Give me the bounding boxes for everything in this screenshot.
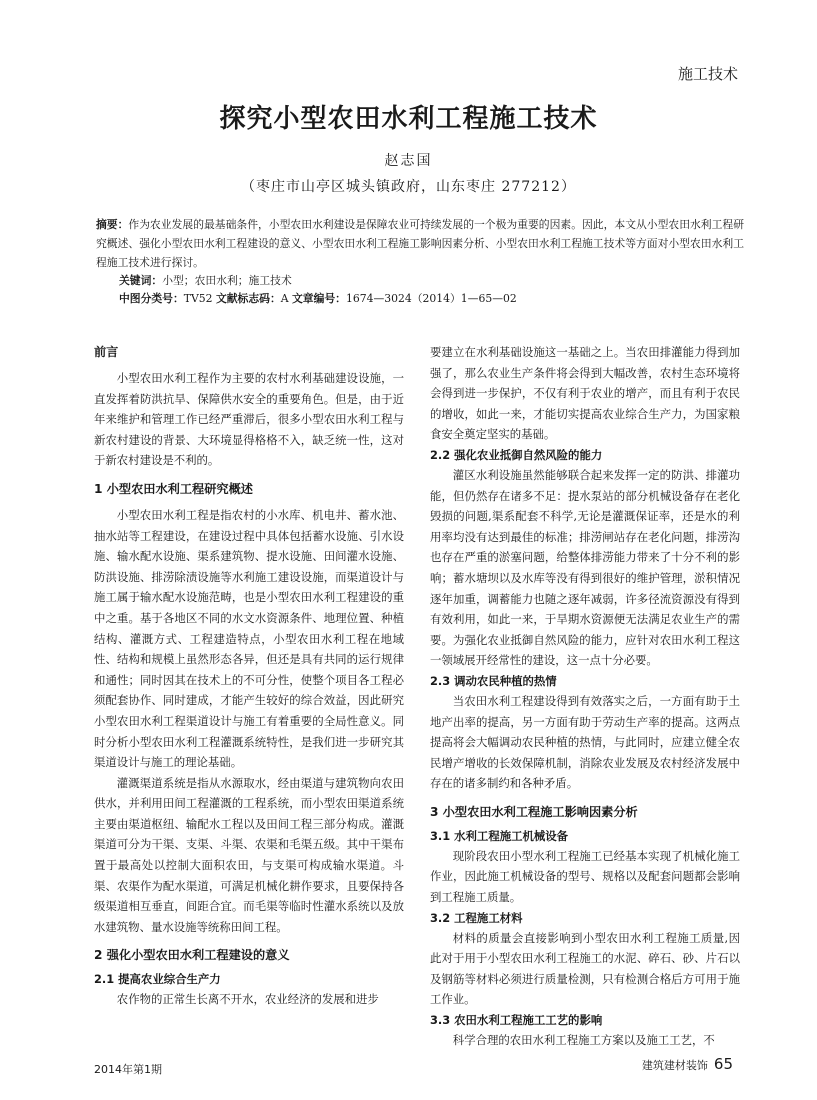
doc-code-value: A [280,292,289,305]
paragraph-1a: 小型农田水利工程是指农村的小水库、机电井、蓄水池、抽水站等工程建设，在建设过程中具体包括蓄水设施、引水设施、输水配水设施、渠系建筑物、提水设施、田间灌水设施、防洪设施、排涝除渍设施等水利施工建设设施，而渠道设计与施工属于输水配水设施范畴，也是小型农田水利工程建设的重中之重。基于各地区不同的水文水资源条件、地理位置、种植结构、灌溉方式、工程建造特点，小型农田水利工程在地域性、结构和规模上虽然形态各异，但还是具有共同的运行规律和通性；同时因其在技术上的不可分性，使整个项目各工程必须配套协作、同时建成，才能产生较好的综合效益，因此研究小型农田水利工程渠道设计与施工有着重要的全局性意义。同时分析小型农田水利工程灌溉系统特性，是我们进一步研究其渠道设计与施工的理论基础。 [94,507,404,770]
paragraph-2-1-continued: 要建立在水利基础设施这一基础之上。当农田排灌能力得到加强了，那么农业生产条件将会得到大幅改善，农村生态环境将会得到进一步保护，不仅有利于农业的增产，而且有利于农民的增收，如此一来，才能切实提高农业综合生产力，为国家粮食安全奠定坚实的基础。 [430,345,740,442]
paragraph-2-1: 农作物的正常生长离不开水，农业经济的发展和进步 [116,992,379,1007]
clc-value: TV52 [183,292,213,305]
doc-code-label: 文献标志码： [215,292,281,305]
left-column [94,342,404,1010]
heading-2-1: 2.1 提高农业综合生产力 [94,972,221,987]
heading-2-2: 2.2 强化农业抵御自然风险的能力 [430,447,603,462]
paragraph-2-3: 当农田水利工程建设得到有效落实之后，一方面有助于土地产出率的提高，另一方面有助于劳动生产率的提高。这两点提高将会大幅调动农民种植的热情，与此同时，应建立健全农民增产增收的长效保障机制，消除农业发展及农村经济发展中存在的诸多制约和各种矛盾。 [430,693,740,791]
abstract-label: 摘要： [96,218,129,231]
heading-3-3: 3.3 农田水利工程施工工艺的影响 [430,1013,603,1028]
page-number: 65 [713,1055,733,1073]
article-number-label: 文章编号： [292,292,346,305]
paragraph-2-2: 灌区水利设施虽然能够联合起来发挥一定的防洪、排灌功能，但仍然存在诸多不足：提水泵站的部分机械设备存在老化毁损的问题,渠系配套不科学,无论是灌溉保证率，还是水的利用率均没有达到最佳的标准；排涝闸站存在老化问题，排涝沟也存在严重的淤塞问题，给整体排涝能力带来了十分不利的影响；蓄水塘坝以及水库等没有得到很好的维护管理，淤积情况逐年加重，调蓄能力也随之逐年减弱，许多径流资源没有得到有效利用，如此一来，于旱期水资源便无法满足农业生产的需要。为强化农业抵御自然风险的能力，应针对农田水利工程这一领域展开经常性的建设，这一点十分必要。 [430,467,740,668]
clc-label: 中图分类号： [119,292,184,305]
keywords-label: 关键词： [119,274,163,287]
abstract [96,215,744,272]
article-title: 探究小型农田水利工程施工技术 [219,104,598,134]
heading-intro: 前言 [94,345,119,359]
heading-section-2: 2 强化小型农田水利工程建设的意义 [94,948,290,963]
heading-3-1: 3.1 水利工程施工机械设备 [430,828,569,843]
right-column [430,342,740,1051]
heading-section-1: 1 小型农田水利工程研究概述 [94,481,253,496]
keywords-text: 小型；农田水利；施工技术 [162,274,292,287]
keywords [119,272,292,290]
journal-name: 建筑建材装饰 [641,1059,708,1072]
heading-2-3: 2.3 调动农民种植的热情 [430,673,557,688]
footer-issue: 2014年第1期 [94,1063,162,1076]
paragraph-intro: 小型农田水利工程作为主要的农村水利基础建设设施，一直发挥着防洪抗旱、保障供水安全的重要角色。但是，由于近年来维护和管理工作已经严重滞后，很多小型农田水利工程与新农村建设的背景、大环境显得格格不入，缺乏统一性，这对于新农村建设是不利的。 [94,371,404,468]
abstract-text: 作为农业发展的最基础条件，小型农田水利建设是保障农业可持续发展的一个极为重要的因素。因此，本文从小型农田水利工程研究概述、强化小型农田水利工程建设的意义、小型农田水利工程施工影响因素分析、小型农田水利工程施工技术等方面对小型农田水利工程施工技术进行探讨。 [96,218,745,269]
footer-journal [642,1055,733,1073]
paragraph-1b: 灌溉渠道系统是指从水源取水，经由渠道与建筑物向农田供水，并利用田间工程灌溉的工程系统，而小型农田渠道系统主要由渠道枢纽、输配水工程以及田间工程三部分构成。灌溉渠道可分为干渠、支渠、斗渠、农渠和毛渠五级。其中干渠布置于最高处以控制大面积农田，与支渠可构成输水渠道。斗渠、农渠作为配水渠道，可满足机械化耕作要求，且要保持各级渠道相互垂直，间距合宜。而毛渠等临时性灌水系统以及放水建筑物、量水设施等统称田间工程。 [94,775,404,934]
paragraph-3-2: 材料的质量会直接影响到小型农田水利工程施工质量,因此对于用于小型农田水利工程施工的水泥、碎石、砂、片石以及钢筋等材料必须进行质量检测，只有检测合格后方可用于施工作业。 [430,930,740,1007]
classification-line [119,290,517,308]
heading-section-3: 3 小型农田水利工程施工影响因素分析 [430,804,638,819]
author: 赵志国 [384,153,433,169]
section-tag: 施工技术 [677,65,738,83]
article-number-value: 1674—3024（2014）1—65—02 [345,292,517,305]
heading-3-2: 3.2 工程施工材料 [430,910,523,925]
affiliation: （枣庄市山亭区城头镇政府，山东枣庄 277212） [241,179,576,195]
paragraph-3-1: 现阶段农田小型水利工程施工已经基本实现了机械化施工作业，因此施工机械设备的型号、规格以及配套问题都会影响到工程施工质量。 [430,848,740,905]
paragraph-3-3: 科学合理的农田水利工程施工方案以及施工工艺，不 [452,1033,715,1048]
